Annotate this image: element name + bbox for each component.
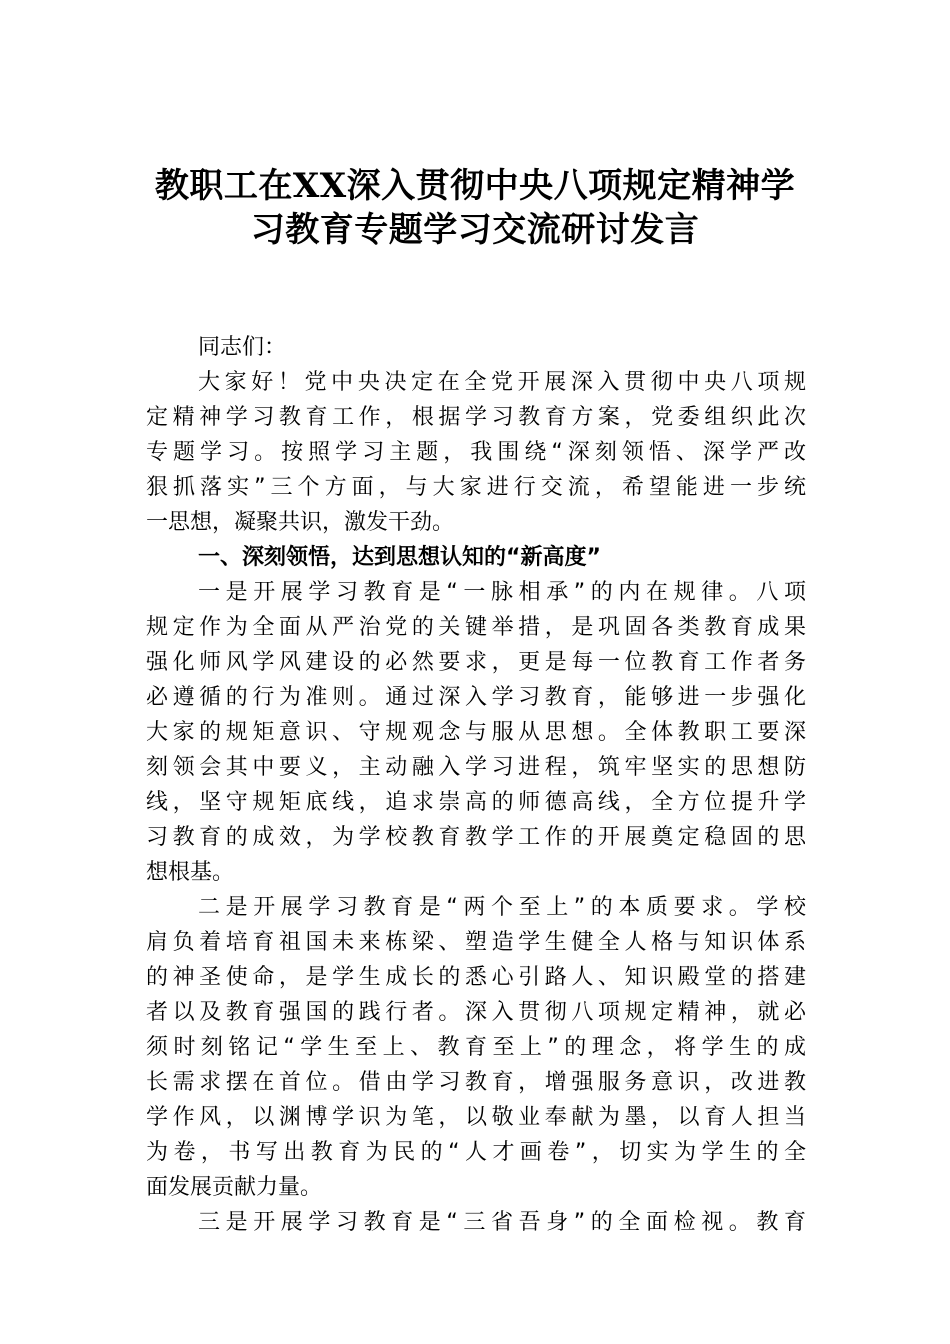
body-line: 狠抓落实”三个方面，与大家进行交流，希望能进一步统 bbox=[146, 475, 806, 500]
body-line: 专题学习。按照学习主题，我围绕“深刻领悟、深学严改 bbox=[146, 440, 806, 465]
body-line: 须时刻铭记“学生至上、教育至上”的理念，将学生的成 bbox=[146, 1035, 806, 1060]
body-line: 大家好！党中央决定在全党开展深入贯彻中央八项规 bbox=[198, 370, 806, 395]
body-line: 肩负着培育祖国未来栋梁、塑造学生健全人格与知识体系 bbox=[146, 930, 806, 955]
body-line: 线，坚守规矩底线，追求崇高的师德高线，全方位提升学 bbox=[146, 790, 806, 815]
body-line: 一是开展学习教育是“一脉相承”的内在规律。八项 bbox=[198, 580, 806, 605]
section-heading: 一、深刻领悟，达到思想认知的“新高度” bbox=[198, 545, 601, 570]
body-line: 大家的规矩意识、守规观念与服从思想。全体教职工要深 bbox=[146, 720, 806, 745]
body-line: 一思想，凝聚共识，激发干劲。 bbox=[146, 510, 455, 535]
body-line: 二是开展学习教育是“两个至上”的本质要求。学校 bbox=[198, 895, 806, 920]
document-title-line-2: 习教育专题学习交流研讨发言 bbox=[250, 210, 700, 250]
body-line: 者以及教育强国的践行者。深入贯彻八项规定精神，就必 bbox=[146, 1000, 806, 1025]
body-line: 习教育的成效，为学校教育教学工作的开展奠定稳固的思 bbox=[146, 825, 806, 850]
body-line: 刻领会其中要义，主动融入学习进程，筑牢坚实的思想防 bbox=[146, 755, 806, 780]
document-title-line-1: 教职工在XX深入贯彻中央八项规定精神学 bbox=[154, 166, 796, 206]
body-line: 强化师风学风建设的必然要求，更是每一位教育工作者务 bbox=[146, 650, 806, 675]
body-line: 学作风，以渊博学识为笔，以敬业奉献为墨，以育人担当 bbox=[146, 1105, 806, 1130]
body-line: 为卷，书写出教育为民的“人才画卷”，切实为学生的全 bbox=[146, 1140, 806, 1165]
body-line: 三是开展学习教育是“三省吾身”的全面检视。教育 bbox=[198, 1210, 806, 1235]
body-line: 定精神学习教育工作，根据学习教育方案，党委组织此次 bbox=[146, 405, 806, 430]
body-line: 想根基。 bbox=[146, 860, 235, 885]
body-line: 规定作为全面从严治党的关键举措，是巩固各类教育成果 bbox=[146, 615, 806, 640]
body-line: 的神圣使命，是学生成长的悉心引路人、知识殿堂的搭建 bbox=[146, 965, 806, 990]
body-line: 同志们： bbox=[198, 335, 287, 360]
body-line: 必遵循的行为准则。通过深入学习教育，能够进一步强化 bbox=[146, 685, 806, 710]
body-line: 面发展贡献力量。 bbox=[146, 1175, 323, 1200]
body-line: 长需求摆在首位。借由学习教育，增强服务意识，改进教 bbox=[146, 1070, 806, 1095]
document-body bbox=[146, 330, 806, 1240]
